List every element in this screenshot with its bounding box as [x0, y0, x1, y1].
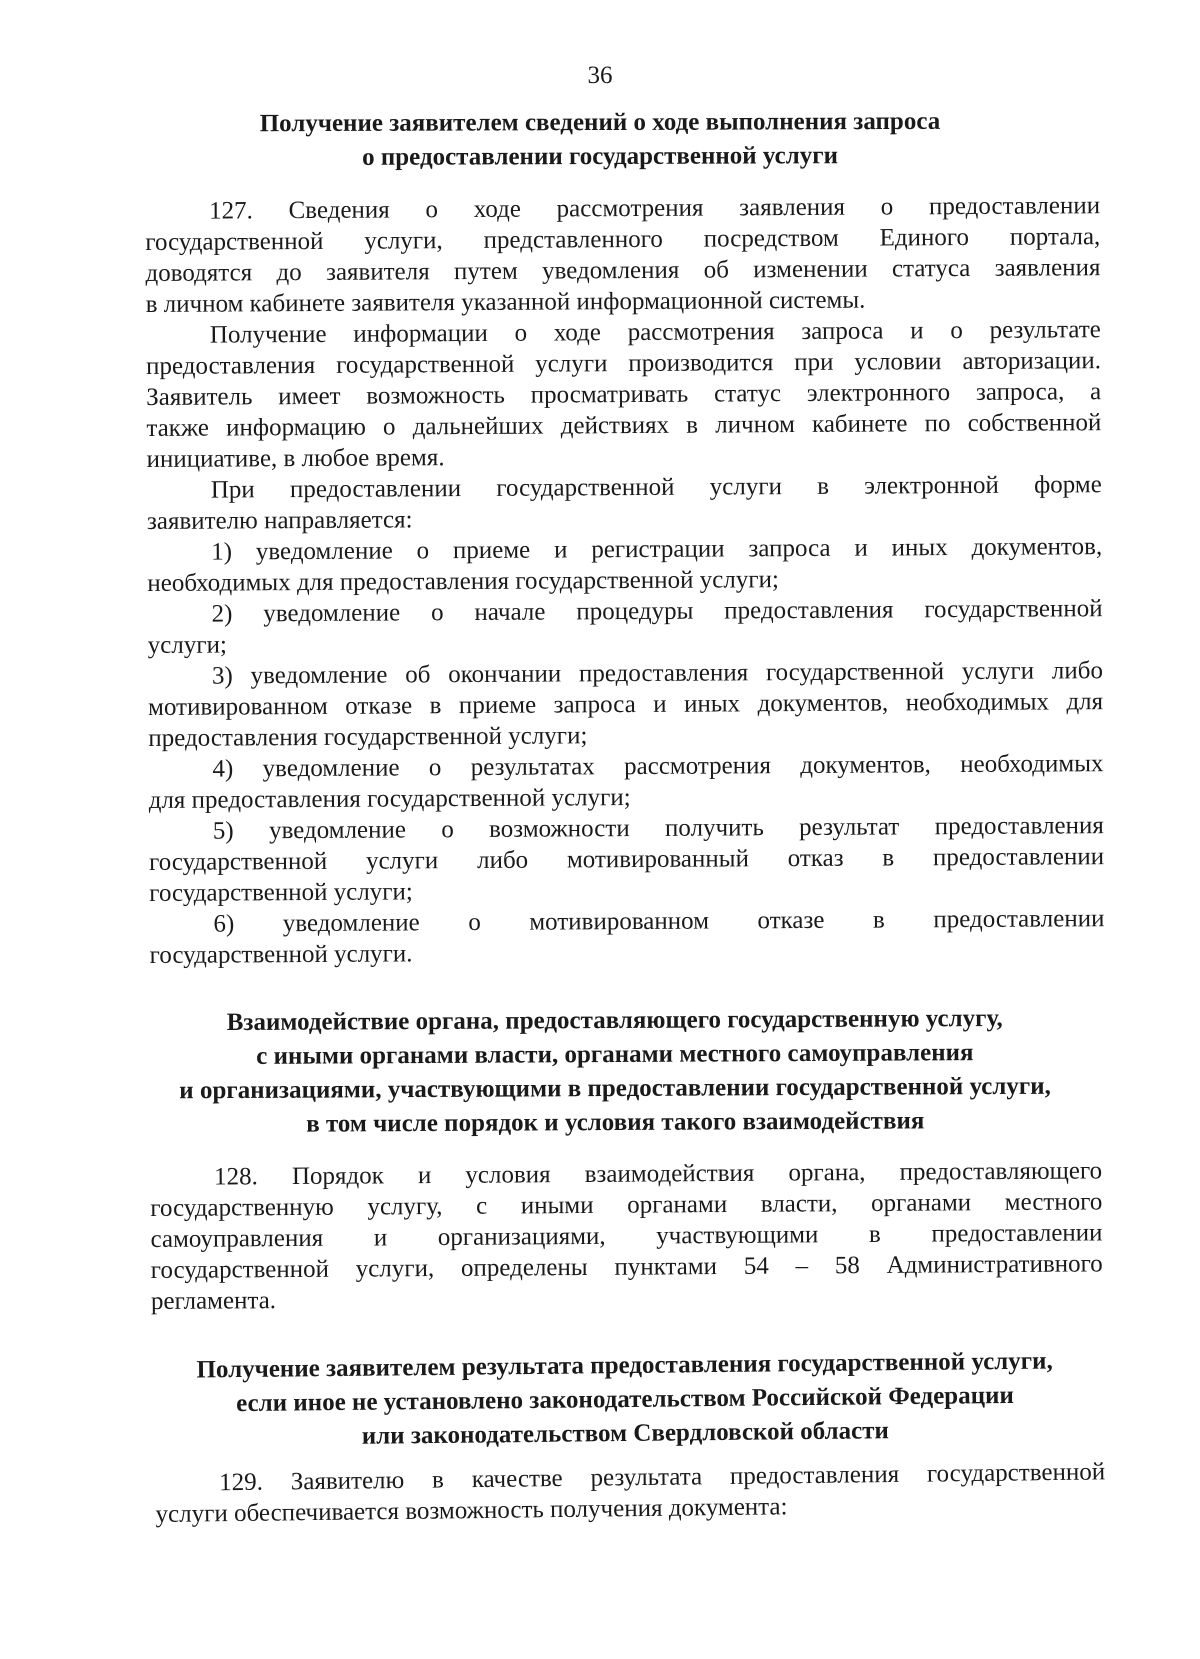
section-body-interaction	[150, 1155, 1103, 1317]
paragraph-line: инициативе, в любое время.	[146, 444, 445, 473]
list-item-line: 1) уведомление о приеме и регистрации запроса и иных документов,	[211, 533, 1103, 566]
paragraph-line: услуги обеспечивается возможность получения документа:	[155, 1493, 788, 1528]
paragraph-line: Заявитель имеет возможность просматривать статус электронного запроса, а	[146, 378, 1102, 411]
paragraph-line: государственную услугу, с иными органами власти, органами местного	[150, 1188, 1103, 1222]
list-item-line: государственной услуги;	[149, 878, 413, 907]
section-heading-status-info	[180, 105, 1020, 176]
paragraph-line: самоуправления и организациями, участвующими в предоставлении	[150, 1219, 1103, 1253]
paragraph-line: предоставления государственной услуги производится при условии авторизации.	[145, 347, 1102, 380]
section-heading-result	[149, 1344, 1100, 1456]
paragraph-line: При предоставлении государственной услуги в электронной форме	[210, 471, 1102, 504]
paragraph-line: Получение информации о ходе рассмотрения запроса и о результате	[209, 316, 1101, 349]
paragraph-line: государственной услуги, определены пунктами 54 – 58 Административного	[150, 1250, 1103, 1284]
heading-line: или законодательством Свердловской области	[361, 1417, 890, 1450]
list-item-line: предоставления государственной услуги;	[148, 722, 588, 752]
heading-line: в том числе порядок и условия такого взаимодействия	[306, 1107, 925, 1138]
list-item-line: государственной услуги.	[149, 940, 413, 969]
list-item-line: мотивированном отказе в приеме запроса и иных документов, необходимых для	[148, 688, 1104, 721]
heading-line: и организациями, участвующими в предоставлении государственной услуги,	[179, 1072, 1051, 1105]
paragraph-line: заявителю направляется:	[146, 506, 413, 535]
list-item-line: 6) уведомление о мотивированном отказе в предоставлении	[213, 905, 1105, 938]
list-item-line: государственной услуги либо мотивированный отказ в предоставлении	[148, 843, 1105, 876]
paragraph-line: регламента.	[150, 1287, 277, 1315]
heading-line: Получение заявителем результата предоставления государственной услуги,	[196, 1347, 1053, 1384]
section-heading-interaction	[150, 1002, 1081, 1143]
list-item-line: 5) уведомление о возможности получить результат предоставления	[212, 812, 1104, 845]
heading-line: с иными органами власти, органами местного самоуправления	[256, 1039, 974, 1070]
heading-line: Получение заявителем сведений о ходе выполнения запроса	[259, 107, 941, 138]
paragraph-line: 129. Заявителю в качестве результата предоставления государственной	[219, 1458, 1106, 1497]
section-body-result	[155, 1456, 1106, 1530]
paragraph-line: в личном кабинете заявителя указанной информационной системы.	[145, 286, 866, 318]
list-item-line: 4) уведомление о результатах рассмотрения документов, необходимых	[212, 750, 1104, 783]
page-number: 36	[587, 62, 613, 89]
heading-line: о предоставлении государственной услуги	[362, 142, 839, 171]
list-item-line: услуги;	[147, 631, 227, 659]
heading-line: если иное не установлено законодательством Российской Федерации	[235, 1381, 1014, 1418]
paragraph-line: государственной услуги, представленного посредством Единого портала,	[145, 223, 1101, 256]
heading-line: Взаимодействие органа, предоставляющего государственную услугу,	[226, 1004, 1003, 1037]
list-item-line: для предоставления государственной услуги;	[148, 784, 631, 814]
paragraph-line: 127. Сведения о ходе рассмотрения заявления о предоставлении	[209, 192, 1101, 225]
paragraph-line: 128. Порядок и условия взаимодействия органа, предоставляющего	[214, 1157, 1103, 1191]
list-item-line: 2) уведомление о начале процедуры предоставления государственной	[211, 595, 1103, 628]
section-body-status-info	[145, 190, 1105, 971]
paragraph-line: доводятся до заявителя путем уведомления об изменении статуса заявления	[145, 254, 1101, 287]
paragraph-line: также информацию о дальнейших действиях в личном кабинете по собственной	[146, 409, 1102, 442]
list-item-line: необходимых для предоставления государственной услуги;	[147, 566, 779, 597]
list-item-line: 3) уведомление об окончании предоставления государственной услуги либо	[211, 657, 1103, 690]
